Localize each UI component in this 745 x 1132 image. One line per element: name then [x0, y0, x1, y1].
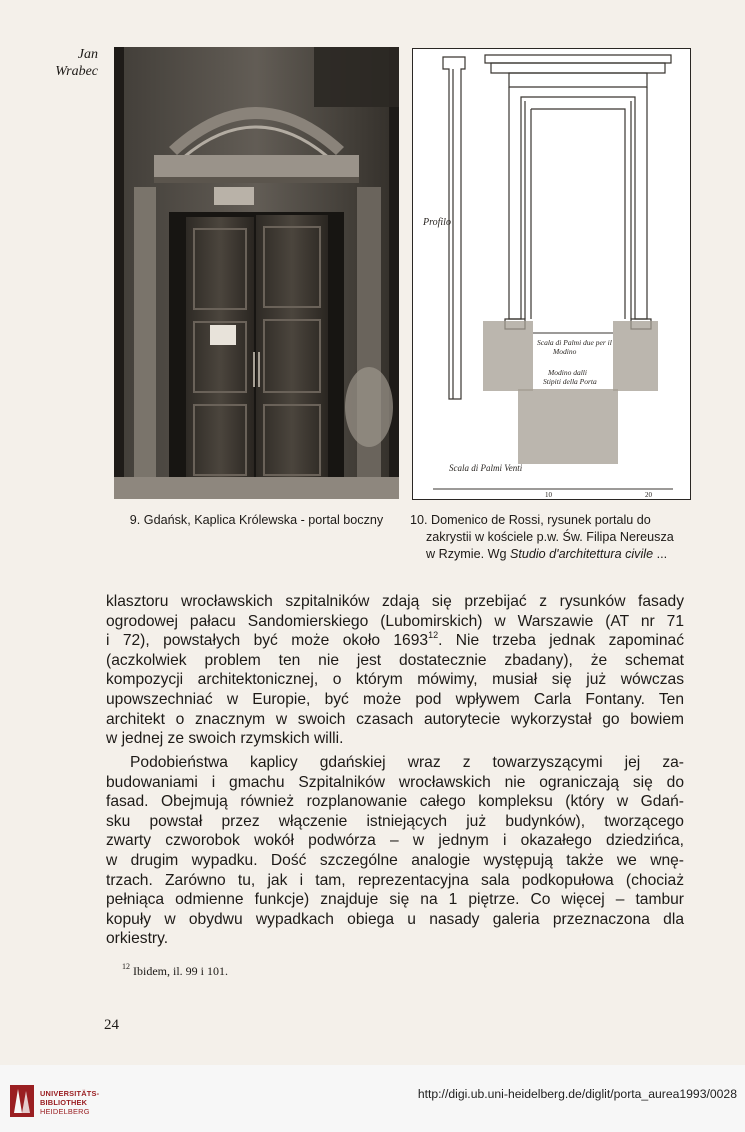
figure-10-drawing	[412, 48, 691, 500]
paragraph-2	[106, 753, 684, 949]
p1-line-3-b: . Nie trzeba jednak zapominać	[438, 632, 684, 650]
library-name-line2: BIBLIOTHEK	[40, 1098, 88, 1107]
p1-line-6: upowszechniać w Europie, być może pod wpływem Carla Fontany. Ten	[106, 690, 684, 708]
label-scala-top-2: Modino	[553, 347, 577, 356]
figure-9-caption: 9. Gdańsk, Kaplica Królewska - portal boczny	[129, 513, 384, 527]
label-tick-20: 20	[645, 491, 652, 498]
p2-line-8: pełniąca odmienne funkcje) znajduje się na 1 piętrze. Co więcej – tambur	[106, 891, 684, 909]
paragraph-1	[106, 592, 684, 749]
p2-line-1: Podobieństwa kaplicy gdańskiej wraz z towarzyszącymi jej za-	[130, 754, 684, 771]
p2-line-7: trzach. Zarówno tu, jak i tam, reprezentacyjna sala podkopułowa (chociaż	[106, 871, 684, 889]
p1-line-8: w jednej ze swoich rzymskich willi.	[106, 730, 344, 748]
label-tick-10: 10	[545, 491, 552, 498]
label-modino-1: Modino dalli	[548, 368, 587, 377]
library-name-line3: HEIDELBERG	[40, 1107, 90, 1116]
figure-10-caption-line3	[410, 546, 692, 563]
p2-line-4: sku powstał przez włączenie istniejących już budynków), tworzącego	[106, 812, 684, 830]
p1-line-4: (aczkolwiek problem ten nie jest dostatecznie zbadany), że schemat	[106, 651, 684, 669]
p2-line-2: budowaniami i gmachu Szpitalników wrocławskich nie ograniczają się do	[106, 773, 684, 791]
digitization-footer	[0, 1065, 745, 1132]
footnote-number: 12	[122, 962, 130, 971]
footnote-ref-12: 12	[428, 630, 439, 641]
p2-line-5: zwarty czworobok wokół podwórza – w jednym i okazałego dziedzińca,	[106, 832, 684, 850]
heidelberg-library-logo-icon	[10, 1085, 34, 1117]
figure-10-caption	[410, 512, 692, 563]
p1-line-3	[106, 631, 684, 651]
running-header-author	[40, 46, 98, 80]
p2-line-6: w drugim wypadku. Dość szczególne analogie występują także we wnę-	[106, 851, 684, 869]
figure-10-caption-line2: zakrystii w kościele p.w. Św. Filipa Nereusza	[426, 530, 674, 544]
library-name	[40, 1089, 99, 1116]
label-modino-2: Stipiti della Porta	[543, 377, 597, 386]
portal-drawing-illustration	[413, 49, 689, 498]
p2-line-3: fasad. Obejmują również rozplanowanie całego kompleksu (który w Gdań-	[106, 793, 684, 811]
p1-line-2: ogrodowej pałacu Sandomierskiego (Lubomirskich) w Warszawie (AT nr 71	[106, 612, 684, 630]
label-scala-bottom: Scala di Palmi Venti	[449, 463, 523, 473]
figure-10-caption-line1: 10. Domenico de Rossi, rysunek portalu do	[410, 513, 651, 527]
source-url-link[interactable]: http://digi.ub.uni-heidelberg.de/diglit/porta_aurea1993/0028	[417, 1087, 737, 1101]
author-last-name: Wrabec	[55, 64, 98, 79]
p2-line-10: orkiestry.	[106, 930, 169, 948]
p1-line-1: klasztoru wrocławskich szpitalników zdają się przebijać z rysunków fasady	[106, 593, 684, 610]
p2-line-9: kopuły w obydwu wypadkach obiega u nasady galeria przeznaczona dla	[106, 910, 684, 928]
caption-line3-prefix: w Rzymie. Wg	[426, 547, 510, 561]
caption-book-title: Studio d'architettura civile	[509, 547, 654, 561]
p1-line-7: architekt o znacznym w swoich czasach autorytecie wykorzystał go bowiem	[106, 710, 684, 728]
page-number: 24	[104, 1017, 119, 1033]
footnote	[122, 964, 228, 979]
library-name-line1: UNIVERSITÄTS-	[40, 1089, 100, 1098]
figure-9-photo	[114, 47, 399, 499]
label-scala-top-1: Scala di Palmi due per il	[537, 338, 612, 347]
author-first-name: Jan	[77, 47, 98, 62]
p1-line-3-a: i 72), powstałych być może około 1693	[106, 632, 429, 650]
label-profil: Profilo	[423, 217, 451, 228]
caption-line3-suffix: ...	[653, 547, 668, 561]
p1-line-5: kompozycji architektonicznej, o którym mówimy, musiał się już wówczas	[106, 671, 684, 689]
footnote-text: Ibidem, il. 99 i 101.	[130, 964, 228, 978]
portal-photo-illustration	[114, 47, 399, 499]
